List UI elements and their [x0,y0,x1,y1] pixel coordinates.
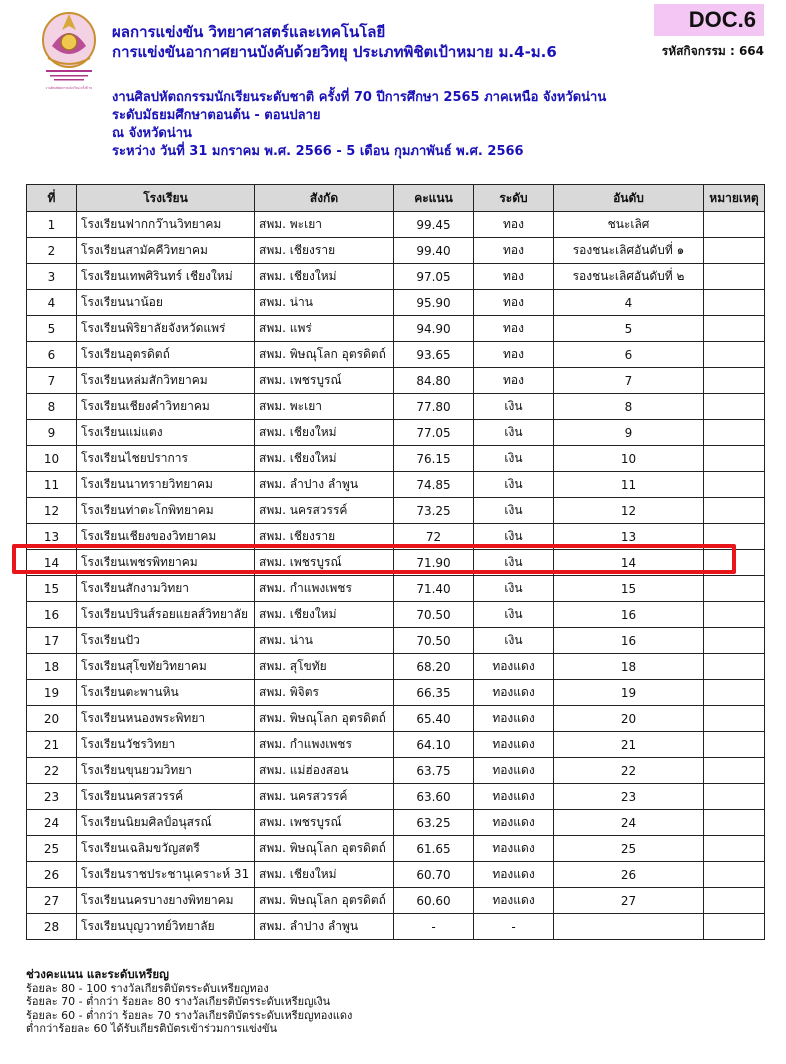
cell-score: 68.20 [394,654,474,680]
cell-school: โรงเรียนปัว [77,628,255,654]
cell-level: ทอง [474,342,554,368]
cell-affiliation: สพม. พิษณุโลก อุตรดิตถ์ [255,836,394,862]
cell-rank: 9 [554,420,704,446]
cell-level: ทองแดง [474,680,554,706]
cell-score: - [394,914,474,940]
cell-rank: 25 [554,836,704,862]
event-logo [38,6,100,92]
cell-note [704,316,765,342]
cell-no: 28 [27,914,77,940]
cell-score: 66.35 [394,680,474,706]
cell-note [704,628,765,654]
cell-level: ทองแดง [474,706,554,732]
cell-rank: 5 [554,316,704,342]
medal-legend [26,968,352,1036]
cell-note [704,212,765,238]
results-table [26,184,765,940]
cell-score: 73.25 [394,498,474,524]
event-line-4: ระหว่าง วันที่ 31 มกราคม พ.ศ. 2566 - 5 เดือน กุมภาพันธ์ พ.ศ. 2566 [112,144,524,159]
table-row [27,316,765,342]
table-row [27,680,765,706]
title-line-2: การแข่งขันอากาศยานบังคับด้วยวิทยุ ประเภทพิชิตเป้าหมาย ม.4-ม.6 [112,43,557,61]
cell-affiliation: สพม. นครสวรรค์ [255,498,394,524]
cell-affiliation: สพม. สุโขทัย [255,654,394,680]
cell-score: 77.05 [394,420,474,446]
cell-affiliation: สพม. แม่ฮ่องสอน [255,758,394,784]
cell-rank: 8 [554,394,704,420]
cell-school: โรงเรียนนครบางยางพิทยาคม [77,888,255,914]
table-row [27,550,765,576]
cell-affiliation: สพม. พิษณุโลก อุตรดิตถ์ [255,706,394,732]
cell-note [704,914,765,940]
table-row [27,836,765,862]
cell-note [704,602,765,628]
cell-school: โรงเรียนหล่มสักวิทยาคม [77,368,255,394]
cell-affiliation: สพม. น่าน [255,290,394,316]
cell-level: เงิน [474,420,554,446]
table-row [27,368,765,394]
cell-affiliation: สพม. พิษณุโลก อุตรดิตถ์ [255,342,394,368]
cell-school: โรงเรียนฟากกว๊านวิทยาคม [77,212,255,238]
cell-level: ทองแดง [474,810,554,836]
cell-level: เงิน [474,550,554,576]
logo-caption: งานศิลปหัตถกรรมนักเรียน ครั้งที่ 70 [45,86,93,90]
cell-school: โรงเรียนเฉลิมขวัญสตรี [77,836,255,862]
cell-score: 74.85 [394,472,474,498]
cell-rank: 7 [554,368,704,394]
cell-rank: 24 [554,810,704,836]
cell-school: โรงเรียนบุญวาทย์วิทยาลัย [77,914,255,940]
cell-level: เงิน [474,602,554,628]
cell-rank: 22 [554,758,704,784]
cell-level: เงิน [474,394,554,420]
cell-note [704,264,765,290]
event-line-3: ณ จังหวัดน่าน [112,126,192,141]
cell-rank: 18 [554,654,704,680]
cell-school: โรงเรียนสามัคคีวิทยาคม [77,238,255,264]
cell-affiliation: สพม. กำแพงเพชร [255,576,394,602]
cell-note [704,810,765,836]
table-row [27,290,765,316]
cell-rank: 13 [554,524,704,550]
cell-level: ทองแดง [474,654,554,680]
cell-rank: 6 [554,342,704,368]
cell-rank: 16 [554,602,704,628]
cell-note [704,498,765,524]
cell-no: 27 [27,888,77,914]
table-row [27,212,765,238]
cell-note [704,394,765,420]
header-no: ที่ [27,185,77,212]
cell-school: โรงเรียนท่าตะโกพิทยาคม [77,498,255,524]
cell-school: โรงเรียนนาทรายวิทยาคม [77,472,255,498]
cell-score: 99.45 [394,212,474,238]
cell-no: 7 [27,368,77,394]
cell-affiliation: สพม. เพชรบูรณ์ [255,550,394,576]
cell-school: โรงเรียนสุโขทัยวิทยาคม [77,654,255,680]
cell-rank: 16 [554,628,704,654]
cell-score: 63.60 [394,784,474,810]
cell-affiliation: สพม. กำแพงเพชร [255,732,394,758]
cell-level: ทองแดง [474,784,554,810]
table-row [27,342,765,368]
cell-note [704,238,765,264]
cell-score: 72 [394,524,474,550]
cell-score: 76.15 [394,446,474,472]
table-row [27,498,765,524]
cell-no: 16 [27,602,77,628]
cell-note [704,576,765,602]
cell-level: - [474,914,554,940]
cell-school: โรงเรียนตะพานหิน [77,680,255,706]
table-row [27,888,765,914]
cell-no: 1 [27,212,77,238]
cell-rank: 10 [554,446,704,472]
cell-school: โรงเรียนเชียงคำวิทยาคม [77,394,255,420]
cell-affiliation: สพม. ลำปาง ลำพูน [255,914,394,940]
cell-no: 9 [27,420,77,446]
table-row [27,394,765,420]
cell-note [704,446,765,472]
cell-rank: 21 [554,732,704,758]
cell-affiliation: สพม. เชียงใหม่ [255,446,394,472]
cell-rank: รองชนะเลิศอันดับที่ ๑ [554,238,704,264]
cell-school: โรงเรียนราชประชานุเคราะห์ 31 [77,862,255,888]
cell-no: 11 [27,472,77,498]
cell-score: 63.25 [394,810,474,836]
cell-school: โรงเรียนหนองพระพิทยา [77,706,255,732]
cell-no: 17 [27,628,77,654]
cell-rank: 11 [554,472,704,498]
table-row [27,758,765,784]
cell-note [704,732,765,758]
cell-school: โรงเรียนวัชรวิทยา [77,732,255,758]
cell-rank: 12 [554,498,704,524]
header-school: โรงเรียน [77,185,255,212]
cell-level: ทอง [474,212,554,238]
event-info [112,89,606,161]
cell-rank: 19 [554,680,704,706]
header-level: ระดับ [474,185,554,212]
cell-rank: 23 [554,784,704,810]
cell-school: โรงเรียนเทพศิรินทร์ เชียงใหม่ [77,264,255,290]
cell-note [704,758,765,784]
cell-school: โรงเรียนนิยมศิลป์อนุสรณ์ [77,810,255,836]
cell-score: 60.70 [394,862,474,888]
cell-no: 6 [27,342,77,368]
table-row [27,602,765,628]
table-row [27,420,765,446]
cell-score: 94.90 [394,316,474,342]
cell-note [704,836,765,862]
cell-affiliation: สพม. เพชรบูรณ์ [255,810,394,836]
cell-note [704,654,765,680]
cell-affiliation: สพม. นครสวรรค์ [255,784,394,810]
activity-code: รหัสกิจกรรม : 664 [661,44,764,58]
cell-rank: รองชนะเลิศอันดับที่ ๒ [554,264,704,290]
cell-level: ทอง [474,264,554,290]
header-score: คะแนน [394,185,474,212]
cell-level: ทองแดง [474,862,554,888]
emblem-icon [38,6,100,92]
cell-level: ทอง [474,238,554,264]
cell-no: 19 [27,680,77,706]
cell-rank: 27 [554,888,704,914]
cell-no: 12 [27,498,77,524]
cell-no: 26 [27,862,77,888]
title-line-1: ผลการแข่งขัน วิทยาศาสตร์และเทคโนโลยี [112,23,386,41]
cell-affiliation: สพม. พะเยา [255,212,394,238]
legend-line-gold: ร้อยละ 80 - 100 รางวัลเกียรติบัตรระดับเหรียญทอง [26,981,269,995]
legend-line-participation: ต่ำกว่าร้อยละ 60 ได้รับเกียรติบัตรเข้าร่วมการแข่งขัน [26,1022,278,1035]
cell-school: โรงเรียนนครสวรรค์ [77,784,255,810]
table-row [27,472,765,498]
cell-level: ทอง [474,316,554,342]
cell-level: ทองแดง [474,732,554,758]
table-row [27,628,765,654]
cell-level: เงิน [474,472,554,498]
header-affiliation: สังกัด [255,185,394,212]
cell-score: 60.60 [394,888,474,914]
table-row [27,784,765,810]
cell-no: 23 [27,784,77,810]
table-row [27,914,765,940]
cell-no: 15 [27,576,77,602]
cell-affiliation: สพม. พะเยา [255,394,394,420]
cell-level: เงิน [474,576,554,602]
cell-level: เงิน [474,446,554,472]
cell-score: 63.75 [394,758,474,784]
table-row [27,654,765,680]
cell-score: 95.90 [394,290,474,316]
cell-level: เงิน [474,628,554,654]
cell-school: โรงเรียนเชียงของวิทยาคม [77,524,255,550]
table-row [27,524,765,550]
table-row [27,264,765,290]
cell-rank: 15 [554,576,704,602]
event-line-1: งานศิลปหัตถกรรมนักเรียนระดับชาติ ครั้งที่ 70 ปีการศึกษา 2565 ภาคเหนือ จังหวัดน่าน [112,90,607,105]
cell-affiliation: สพม. น่าน [255,628,394,654]
cell-note [704,784,765,810]
event-line-2: ระดับมัธยมศึกษาตอนต้น - ตอนปลาย [112,108,321,123]
cell-score: 99.40 [394,238,474,264]
cell-level: ทอง [474,290,554,316]
header-rank: อันดับ [554,185,704,212]
cell-score: 77.80 [394,394,474,420]
cell-no: 20 [27,706,77,732]
table-header-row [27,185,765,212]
legend-heading: ช่วงคะแนน และระดับเหรียญ [26,967,169,981]
cell-score: 97.05 [394,264,474,290]
cell-school: โรงเรียนเพชรพิทยาคม [77,550,255,576]
cell-note [704,368,765,394]
cell-score: 61.65 [394,836,474,862]
cell-no: 8 [27,394,77,420]
cell-affiliation: สพม. เชียงใหม่ [255,264,394,290]
legend-line-silver: ร้อยละ 70 - ต่ำกว่า ร้อยละ 80 รางวัลเกียรติบัตรระดับเหรียญเงิน [26,995,331,1008]
cell-note [704,472,765,498]
cell-score: 64.10 [394,732,474,758]
legend-line-bronze: ร้อยละ 60 - ต่ำกว่า ร้อยละ 70 รางวัลเกียรติบัตรระดับเหรียญทองแดง [26,1008,353,1022]
cell-note [704,680,765,706]
cell-score: 71.40 [394,576,474,602]
cell-no: 24 [27,810,77,836]
cell-level: ทองแดง [474,888,554,914]
table-row [27,810,765,836]
cell-school: โรงเรียนปรินส์รอยแยลส์วิทยาลัย [77,602,255,628]
table-row [27,706,765,732]
cell-school: โรงเรียนนาน้อย [77,290,255,316]
cell-rank: ชนะเลิศ [554,212,704,238]
cell-note [704,888,765,914]
cell-level: เงิน [474,498,554,524]
cell-affiliation: สพม. เพชรบูรณ์ [255,368,394,394]
cell-no: 13 [27,524,77,550]
cell-score: 70.50 [394,602,474,628]
cell-no: 21 [27,732,77,758]
table-row [27,238,765,264]
cell-no: 18 [27,654,77,680]
cell-score: 70.50 [394,628,474,654]
cell-no: 2 [27,238,77,264]
cell-level: ทอง [474,368,554,394]
cell-no: 5 [27,316,77,342]
cell-school: โรงเรียนไชยปราการ [77,446,255,472]
header-note: หมายเหตุ [704,185,765,212]
cell-note [704,706,765,732]
cell-affiliation: สพม. พิษณุโลก อุตรดิตถ์ [255,888,394,914]
table-row [27,862,765,888]
document-title [112,22,557,62]
cell-note [704,524,765,550]
cell-note [704,290,765,316]
cell-note [704,862,765,888]
cell-affiliation: สพม. เชียงราย [255,238,394,264]
cell-rank [554,914,704,940]
cell-affiliation: สพม. เชียงราย [255,524,394,550]
cell-school: โรงเรียนสักงามวิทยา [77,576,255,602]
cell-affiliation: สพม. ลำปาง ลำพูน [255,472,394,498]
cell-note [704,550,765,576]
cell-level: ทองแดง [474,836,554,862]
cell-score: 93.65 [394,342,474,368]
table-row [27,576,765,602]
cell-no: 14 [27,550,77,576]
cell-no: 3 [27,264,77,290]
cell-score: 84.80 [394,368,474,394]
cell-rank: 4 [554,290,704,316]
cell-rank: 14 [554,550,704,576]
cell-affiliation: สพม. แพร่ [255,316,394,342]
cell-affiliation: สพม. เชียงใหม่ [255,420,394,446]
cell-rank: 26 [554,862,704,888]
cell-affiliation: สพม. พิจิตร [255,680,394,706]
table-row [27,732,765,758]
cell-rank: 20 [554,706,704,732]
cell-score: 71.90 [394,550,474,576]
cell-score: 65.40 [394,706,474,732]
doc-code-badge: DOC.6 [654,4,764,36]
cell-note [704,420,765,446]
cell-level: เงิน [474,524,554,550]
cell-no: 4 [27,290,77,316]
cell-no: 10 [27,446,77,472]
table-row [27,446,765,472]
cell-affiliation: สพม. เชียงใหม่ [255,602,394,628]
cell-school: โรงเรียนอุตรดิตถ์ [77,342,255,368]
cell-school: โรงเรียนขุนยวมวิทยา [77,758,255,784]
cell-affiliation: สพม. เชียงใหม่ [255,862,394,888]
cell-note [704,342,765,368]
cell-no: 25 [27,836,77,862]
cell-school: โรงเรียนพิริยาลัยจังหวัดแพร่ [77,316,255,342]
cell-no: 22 [27,758,77,784]
cell-school: โรงเรียนแม่แตง [77,420,255,446]
cell-level: ทองแดง [474,758,554,784]
